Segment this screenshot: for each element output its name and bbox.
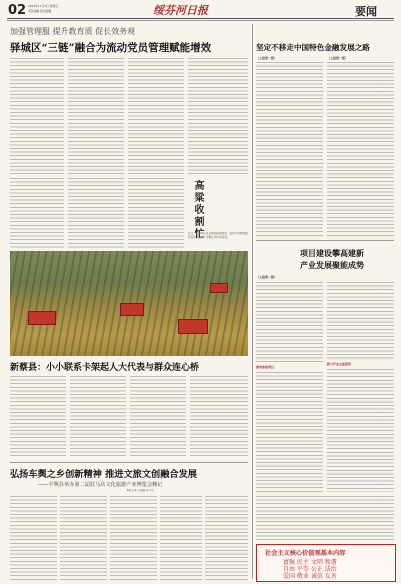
article-body-col2b [68, 178, 124, 248]
kicker: 加强管理服 提升教育质 促长效务观 [10, 27, 136, 36]
harvester [210, 283, 228, 293]
harvester [28, 311, 56, 325]
pingyu-col3 [110, 496, 157, 580]
masthead: 绥芬河日报 [153, 4, 208, 17]
project-col1b [256, 372, 323, 492]
xincai-col4 [190, 376, 248, 458]
finance-col2 [327, 62, 394, 237]
harvester [120, 303, 144, 316]
pingyu-col2 [60, 496, 107, 580]
project-col1 [256, 282, 323, 362]
harvester [178, 319, 208, 334]
headline-pingyu: 弘扬车舆之乡创新精神 推进文旅文创融合发展 [10, 469, 197, 480]
editor-line: 责任编辑 版式编辑 [28, 9, 52, 13]
core-values-row2: 自由 平等 公正 法治 [283, 566, 337, 573]
xincai-col2 [70, 376, 126, 458]
article-body-col3 [128, 58, 184, 174]
subhead-pingyu: ——平舆县举办第二届驻马店文化旅游产业博览会侧记 [38, 482, 163, 488]
project-subhead-yellow-river: 黄河体验项目 [256, 365, 275, 369]
continued-label-b: （上接第一版） [327, 56, 349, 60]
date-line: 2023年11月3日 星期五 [28, 4, 59, 8]
pingyu-col1 [10, 496, 57, 580]
header-rule-thin [7, 20, 394, 21]
column-divider [252, 24, 253, 579]
section-rule [10, 462, 248, 463]
continued-label-a: （上接第一版） [256, 56, 278, 60]
section-rule-right [256, 240, 394, 241]
headline-xincai: 新蔡县：小小联系卡架起人大代表与群众连心桥 [10, 363, 200, 373]
core-values-box [256, 544, 396, 582]
article-body-col2 [68, 58, 124, 174]
headline-finance: 坚定不移走中国特色金融发展之路 [256, 43, 370, 52]
finance-col1 [256, 62, 323, 237]
byline-pingyu: 本报记者 王晓磊 实习生 [126, 489, 154, 492]
page-number: 02 [8, 3, 27, 18]
pingyu-col4 [160, 496, 202, 580]
pingyu-col5 [205, 496, 248, 580]
project-col2b [327, 369, 394, 492]
article-body-col3b [128, 178, 184, 248]
headline-main: 驿城区“三链”融合为流动党员管理赋能增效 [10, 42, 212, 54]
section-label: 要闻 [355, 5, 377, 18]
harvest-photo [10, 251, 248, 356]
subhead-project: 产业发展聚能成势 [300, 260, 364, 270]
core-values-row1: 富强 民主 文明 和谐 [283, 559, 337, 566]
project-subhead-new-industry: 新兴产业全面起势 [327, 362, 352, 366]
article-body-col4 [188, 58, 248, 174]
xincai-col1 [10, 376, 66, 458]
project-col2 [327, 282, 394, 360]
header-rule [7, 18, 394, 19]
article-body-col1b [10, 178, 64, 248]
headline-project: 项目建设攀高建新 [300, 248, 364, 258]
core-values-row3: 爱国 敬业 诚信 友善 [283, 573, 337, 580]
xincai-col3 [130, 376, 186, 458]
article-body-col1 [10, 58, 64, 174]
project-continued: （上接第一版） [256, 275, 278, 279]
photo-caption: 近日，在驿城区某乡镇的高粱地里，农机手驾驶收割机来回穿梭，一派繁忙的丰收景象。 [188, 232, 248, 239]
right-bottom-text [256, 496, 394, 540]
vertical-photo-title: 高粱收割忙 [192, 180, 203, 240]
core-values-title: 社会主义核心价值观基本内容 [265, 550, 346, 557]
